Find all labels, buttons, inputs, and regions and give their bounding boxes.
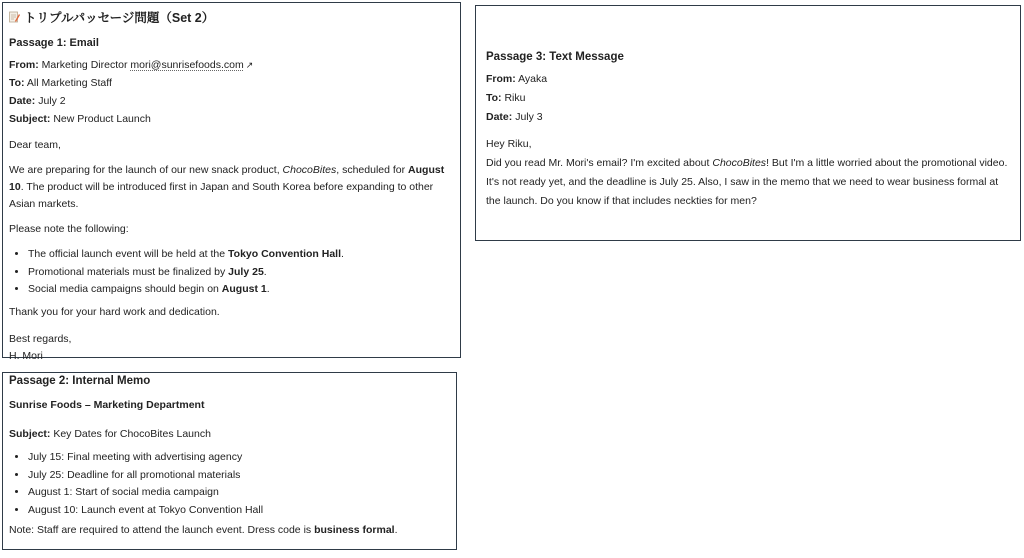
product-name: ChocoBites — [712, 157, 767, 169]
bullet-end: . — [266, 283, 270, 295]
list-item: • August 1: Start of social media campaign — [28, 484, 450, 502]
list-item: • August 10: Launch event at Tokyo Convention Hall — [28, 502, 450, 520]
note-text: Note: Staff are required to attend the launch event. Dress code is — [9, 524, 315, 536]
email-from — [9, 59, 454, 71]
note-end: . — [394, 524, 398, 536]
date-label: Date: — [486, 111, 513, 123]
email-thanks: Thank you for your hard work and dedication. — [9, 305, 220, 318]
list-item: • July 25: Deadline for all promotional materials — [28, 467, 450, 485]
message-to — [486, 92, 1010, 104]
memo-date-list — [9, 449, 450, 519]
sender-email-link[interactable]: mori@sunrisefoods.com — [130, 59, 244, 71]
from-value: Ayaka — [518, 73, 548, 85]
passage-3-heading: Passage 3: Text Message — [486, 51, 624, 63]
bullet-bold: Tokyo Convention Hall — [228, 248, 341, 260]
from-label: From: — [486, 73, 516, 85]
email-date — [9, 95, 454, 107]
email-greeting: Dear team, — [9, 139, 61, 151]
passage-2-memo — [2, 372, 457, 550]
message-date — [486, 111, 1010, 123]
list-item: • July 15: Final meeting with advertising agency — [28, 449, 450, 467]
to-value: Riku — [504, 92, 526, 104]
email-closing: Best regards, — [9, 332, 72, 345]
bullet-bold: July 25 — [228, 265, 264, 278]
passage-1-email — [2, 2, 461, 362]
date-label: Date: — [9, 95, 36, 107]
bullet-text: The official launch event will be held at the — [28, 248, 229, 260]
note-intro: Please note the following: — [9, 223, 129, 235]
email-subject — [9, 113, 454, 125]
product-name: ChocoBites — [282, 164, 337, 176]
bullet-text: Promotional materials must be finalized by — [28, 265, 229, 278]
dress-code: business formal — [314, 524, 395, 536]
to-value: All Marketing Staff — [26, 77, 112, 89]
memo-note — [9, 522, 450, 539]
message-body — [486, 135, 1010, 211]
to-label: To: — [9, 77, 25, 89]
memo-department: Sunrise Foods – Marketing Department — [9, 399, 205, 411]
passage-3-text-message — [475, 5, 1021, 241]
launch-date: August 10 — [9, 164, 445, 193]
email-bullet-list — [9, 246, 454, 299]
message-text-part: Did you read Mr. Mori's email? I'm excited about — [486, 157, 713, 169]
message-from — [486, 73, 1010, 85]
email-body — [9, 162, 454, 213]
passage-2-heading: Passage 2: Internal Memo — [9, 375, 151, 387]
body-text: . The product will be introduced first in Japan and South Korea before expanding to other Asian markets. — [9, 181, 434, 210]
passage-1-heading: Passage 1: Email — [9, 37, 99, 49]
message-greeting: Hey Riku, — [486, 138, 532, 150]
bullet-end: . — [341, 248, 344, 260]
bullet-text: Social media campaigns should begin on — [28, 283, 222, 295]
message-text — [486, 154, 1010, 211]
memo-pencil-icon — [9, 11, 20, 23]
from-value: Marketing Director — [41, 59, 128, 71]
bullet-end: . — [263, 265, 267, 278]
bullet-bold: August 1 — [221, 283, 267, 295]
date-value: July 3 — [515, 111, 543, 123]
list-item — [28, 246, 454, 264]
email-signature: H. Mori — [9, 349, 43, 362]
body-text: , scheduled for — [336, 164, 409, 176]
body-text: We are preparing for the launch of our new snack product, — [9, 164, 283, 176]
memo-subject — [9, 428, 450, 440]
subject-value: Key Dates for ChocoBites Launch — [53, 428, 211, 440]
from-label: From: — [9, 59, 39, 71]
subject-label: Subject: — [9, 113, 51, 125]
page-title-text: トリプルパッセージ問題（Set 2） — [24, 11, 215, 25]
subject-value: New Product Launch — [53, 113, 151, 125]
page-title — [9, 8, 454, 26]
list-item — [28, 264, 454, 282]
message-text-part: ! But I'm a little worried about the promotional video. It's not ready yet, and the deadline is July 25. Also, I saw in the memo that we need to wear business formal at the launch. Do you know if that includes neckties for men? — [486, 157, 1008, 207]
email-to — [9, 77, 454, 89]
to-label: To: — [486, 92, 502, 104]
date-value: July 2 — [38, 95, 66, 107]
external-link-icon[interactable]: ↗ — [245, 60, 254, 70]
subject-label: Subject: — [9, 428, 51, 440]
list-item — [28, 281, 454, 299]
